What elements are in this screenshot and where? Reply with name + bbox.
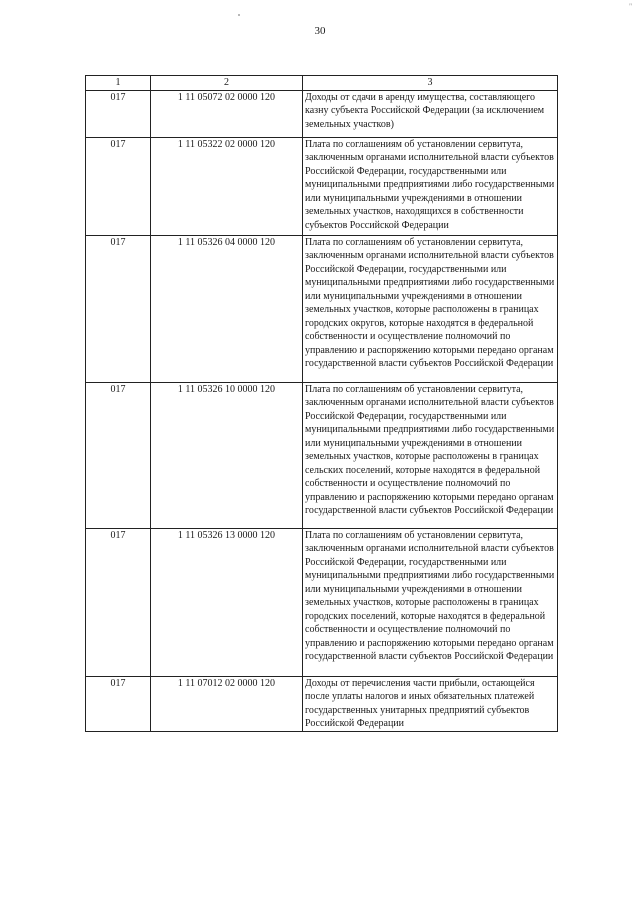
name-line: Российской Федерации, государственными или	[305, 556, 507, 568]
table-row	[86, 235, 558, 382]
scan-corner-mark: ''	[629, 2, 632, 11]
name-line: управлению и распоряжению которыми передано органам	[305, 637, 554, 649]
admin-code-cell: 017	[86, 382, 151, 528]
name-line: заключенным органами исполнительной власти субъектов	[305, 397, 554, 408]
name-line: Доходы от сдачи в аренду имущества, составляющего	[305, 91, 536, 103]
name-line: управлению и распоряжению которыми передано органам	[305, 491, 554, 503]
name-line: Доходы от перечисления части прибыли, остающейся	[305, 677, 535, 689]
name-line: Плата по соглашениям об установлении сервитута,	[305, 138, 524, 150]
column-header-1: 1	[86, 76, 151, 91]
name-line: Российской Федерации, государственными или	[305, 410, 507, 422]
revenue-name-cell	[303, 528, 558, 676]
name-line: собственности и осуществление полномочий по	[305, 478, 511, 489]
admin-code-cell: 017	[86, 676, 151, 731]
name-line: земельных участков, находящихся в собственности	[305, 206, 524, 217]
table-row	[86, 528, 558, 676]
revenue-code-cell: 1 11 07012 02 0000 120	[151, 676, 303, 731]
name-line: Плата по соглашениям об установлении сервитута,	[305, 383, 524, 395]
name-line: государственной власти субъектов Российской Федерации	[305, 358, 554, 369]
column-header-2: 2	[151, 76, 303, 91]
name-line: земельных участков, которые расположены в границах	[305, 451, 539, 462]
name-line: или муниципальными учреждениями в отношении	[305, 583, 522, 595]
revenue-name-cell	[303, 382, 558, 528]
name-line: Плата по соглашениям об установлении сервитута,	[305, 529, 524, 541]
name-line: казну субъекта Российской Федерации (за исключением	[305, 105, 545, 116]
name-line: Российской Федерации	[305, 718, 405, 729]
name-line: после уплаты налогов и иных обязательных платежей	[305, 691, 535, 702]
revenue-name-cell	[303, 90, 558, 137]
name-line: собственности и осуществление полномочий по	[305, 624, 511, 635]
name-line: городских поселений, которые находятся в федеральной	[305, 610, 546, 622]
table-row	[86, 676, 558, 731]
revenue-name-cell	[303, 676, 558, 731]
name-line: государственной власти субъектов Российской Федерации	[305, 651, 554, 662]
name-line: земельных участков, которые расположены в границах	[305, 597, 539, 608]
admin-code-cell: 017	[86, 90, 151, 137]
name-line: государственной власти субъектов Российской Федерации	[305, 505, 554, 516]
revenue-name-cell	[303, 235, 558, 382]
admin-code-cell: 017	[86, 528, 151, 676]
name-line: сельских поселений, которые находятся в федеральной	[305, 464, 541, 476]
name-line: государственных унитарных предприятий субъектов	[305, 704, 530, 716]
name-line: муниципальными предприятиями либо государственными	[305, 570, 555, 581]
name-line: субъектов Российской Федерации	[305, 219, 449, 231]
name-line: или муниципальными учреждениями в отношении	[305, 192, 522, 204]
name-line: земельных участков)	[305, 118, 394, 130]
revenue-codes-table	[85, 75, 558, 732]
revenue-code-cell: 1 11 05326 04 0000 120	[151, 235, 303, 382]
name-line: или муниципальными учреждениями в отношении	[305, 290, 522, 302]
name-line: заключенным органами исполнительной власти субъектов	[305, 250, 554, 261]
name-line: муниципальными предприятиями либо государственными	[305, 277, 555, 288]
table-header-row	[86, 76, 558, 91]
admin-code-cell: 017	[86, 137, 151, 235]
name-line: управлению и распоряжению которыми передано органам	[305, 344, 554, 356]
name-line: заключенным органами исполнительной власти субъектов	[305, 152, 554, 163]
revenue-code-cell: 1 11 05326 10 0000 120	[151, 382, 303, 528]
name-line: земельных участков, которые расположены в границах	[305, 304, 539, 315]
revenue-code-cell: 1 11 05322 02 0000 120	[151, 137, 303, 235]
table-row	[86, 90, 558, 137]
table-row	[86, 382, 558, 528]
admin-code-cell: 017	[86, 235, 151, 382]
name-line: Российской Федерации, государственными или	[305, 165, 507, 177]
revenue-code-cell: 1 11 05326 13 0000 120	[151, 528, 303, 676]
name-line: собственности и осуществление полномочий по	[305, 331, 511, 342]
column-header-3: 3	[303, 76, 558, 91]
name-line: муниципальными предприятиями либо государственными	[305, 424, 555, 435]
page-number: 30	[314, 25, 326, 37]
name-line: муниципальными предприятиями либо государственными	[305, 179, 555, 190]
name-line: Плата по соглашениям об установлении сервитута,	[305, 236, 524, 248]
revenue-code-cell: 1 11 05072 02 0000 120	[151, 90, 303, 137]
revenue-name-cell	[303, 137, 558, 235]
name-line: заключенным органами исполнительной власти субъектов	[305, 543, 554, 554]
scan-speck	[238, 14, 240, 16]
name-line: городских округов, которые находятся в федеральной	[305, 317, 534, 329]
name-line: или муниципальными учреждениями в отношении	[305, 437, 522, 449]
table-row	[86, 137, 558, 235]
name-line: Российской Федерации, государственными или	[305, 263, 507, 275]
